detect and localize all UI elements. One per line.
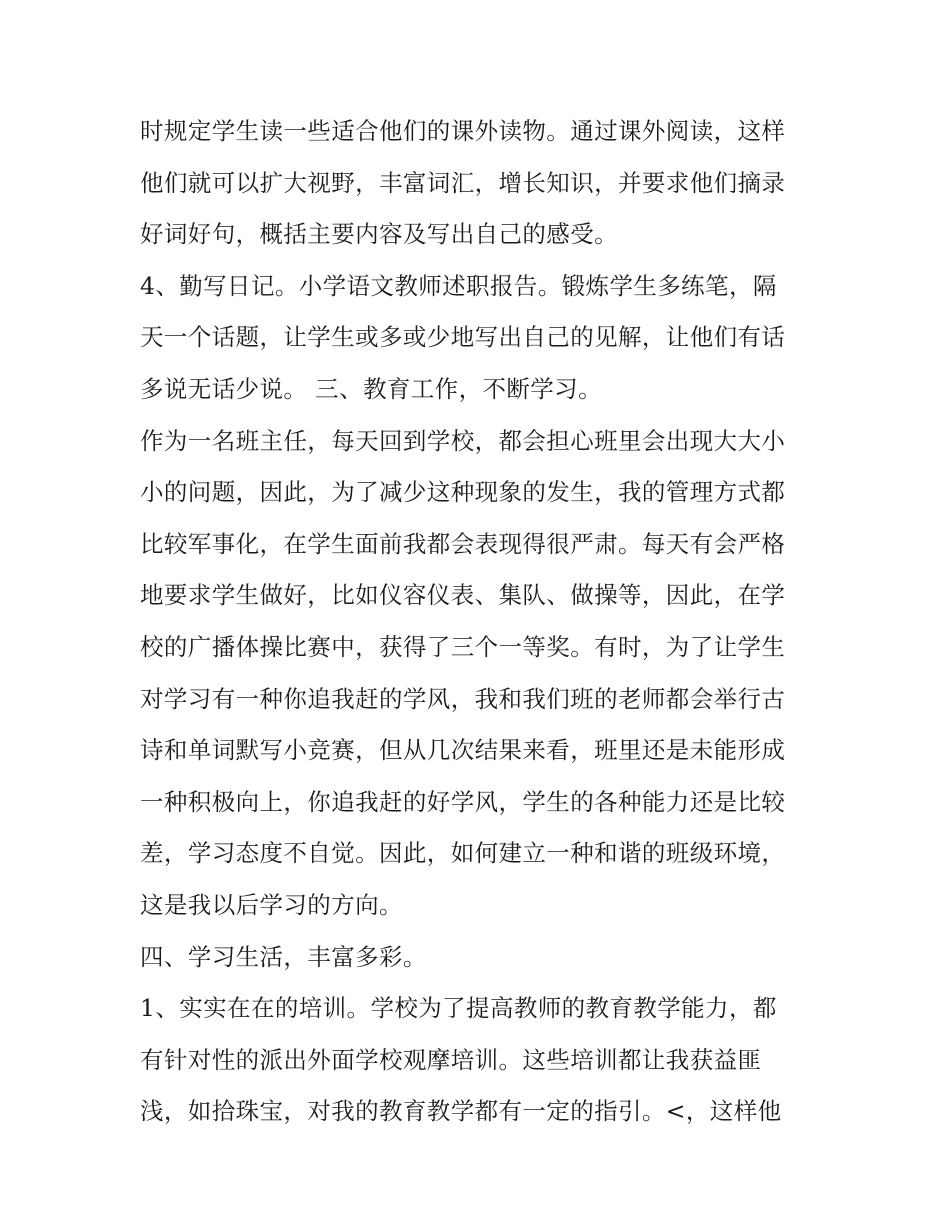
text-line: 4、勤写日记。小学语文教师述职报告。锻炼学生多练笔，隔 bbox=[140, 271, 777, 300]
text-line: 对学习有一种你追我赶的学风，我和我们班的老师都会举行古 bbox=[140, 684, 786, 713]
text-line: 地要求学生做好，比如仪容仪表、集队、做操等，因此，在学 bbox=[140, 581, 786, 610]
text-line: 一种积极向上，你追我赶的好学风，学生的各种能力还是比较 bbox=[140, 787, 786, 816]
text-line: 诗和单词默写小竞赛，但从几次结果来看，班里还是未能形成 bbox=[140, 736, 786, 765]
text-line: 时规定学生读一些适合他们的课外读物。通过课外阅读，这样 bbox=[140, 117, 786, 145]
text-line: 作为一名班主任，每天回到学校，都会担心班里会出现大大小 bbox=[140, 426, 786, 455]
text-line: 天一个话题，让学生或多或少地写出自己的见解，让他们有话 bbox=[140, 323, 786, 352]
text-line: 小的问题，因此，为了减少这种现象的发生，我的管理方式都 bbox=[140, 478, 786, 507]
document-body bbox=[140, 106, 830, 1138]
text-line: 1、实实在在的培训。学校为了提高教师的教育教学能力，都 bbox=[140, 994, 777, 1023]
text-line: 有针对性的派出外面学校观摩培训。这些培训都让我获益匪 bbox=[140, 1045, 762, 1074]
text-line: 浅，如拾珠宝，对我的教育教学都有一定的指引。<，这样他 bbox=[140, 1097, 782, 1126]
text-line: 四、学习生活，丰富多彩。 bbox=[140, 942, 427, 971]
text-line: 比较军事化，在学生面前我都会表现得很严肃。每天有会严格 bbox=[140, 529, 786, 558]
text-line: 差，学习态度不自觉。因此，如何建立一种和谐的班级环境， bbox=[140, 839, 786, 868]
text-line: 他们就可以扩大视野，丰富词汇，增长知识，并要求他们摘录 bbox=[140, 168, 786, 197]
text-line: 这是我以后学习的方向。 bbox=[140, 890, 403, 919]
text-line: 校的广播体操比赛中，获得了三个一等奖。有时，为了让学生 bbox=[140, 632, 786, 661]
text-line: 多说无话少说。 三、教育工作，不断学习。 bbox=[140, 374, 602, 403]
text-line: 好词好句，概括主要内容及写出自己的感受。 bbox=[140, 220, 618, 249]
